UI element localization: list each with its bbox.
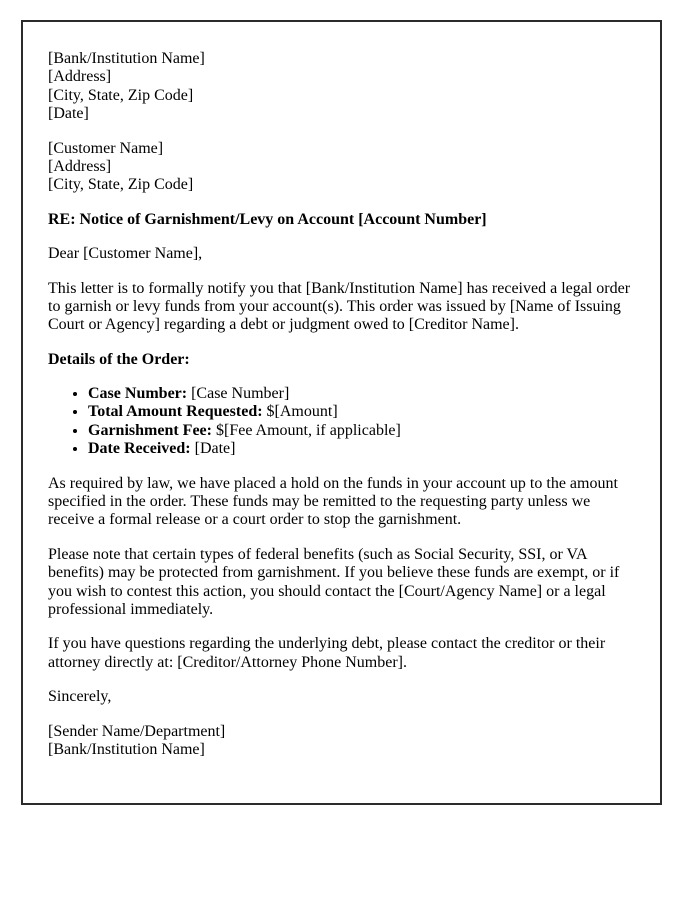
detail-label: Date Received: — [88, 440, 191, 458]
closing: Sincerely, — [48, 688, 112, 706]
sender-address-line: [Address] — [48, 68, 112, 86]
exemption-paragraph: Please note that certain types of federal benefits (such as Social Security, SSI, or VA benefits) may be protected from garnishment. If you believe these funds are exempt, or if you wish to contest this action, you should contact the [Court/Agency Name] or a legal professional immediately. — [48, 545, 620, 618]
detail-label: Case Number: — [88, 385, 188, 403]
detail-value: $[Fee Amount, if applicable] — [215, 421, 401, 439]
detail-item-garnishment-fee — [88, 422, 633, 440]
sender-city-line: [City, State, Zip Code] — [48, 86, 194, 104]
detail-item-case-number — [88, 385, 633, 403]
sender-name-line: [Bank/Institution Name] — [48, 50, 205, 67]
detail-item-date-received — [88, 440, 633, 458]
hold-paragraph: As required by law, we have placed a hold on the funds in your account up to the amount specified in the order. These funds may be remitted to the requesting party unless we receive a formal release or a court order to stop the garnishment. — [48, 474, 618, 529]
questions-paragraph: If you have questions regarding the underlying debt, please contact the creditor or their attorney directly at: [Creditor/Attorney Phone Number]. — [48, 635, 606, 671]
recipient-address-line: [Address] — [48, 157, 112, 175]
intro-paragraph: This letter is to formally notify you that [Bank/Institution Name] has received a legal order to garnish or levy funds from your account(s). This order was issued by [Name of Issuing Court or Agency] regarding a debt or judgment owed to [Creditor Name]. — [48, 279, 631, 334]
letter-document — [21, 20, 662, 805]
letter-date-line: [Date] — [48, 105, 89, 123]
signature-block — [48, 723, 633, 760]
detail-value: [Case Number] — [191, 385, 290, 403]
detail-item-total-amount — [88, 403, 633, 421]
detail-label: Garnishment Fee: — [88, 421, 212, 439]
recipient-name-line: [Customer Name] — [48, 139, 164, 157]
signature-sender-line: [Sender Name/Department] — [48, 722, 226, 740]
recipient-city-line: [City, State, Zip Code] — [48, 176, 194, 194]
subject-line: RE: Notice of Garnishment/Levy on Account [Account Number] — [48, 210, 487, 228]
sender-address-block — [48, 50, 633, 124]
signature-institution-line: [Bank/Institution Name] — [48, 740, 205, 758]
detail-value: [Date] — [194, 440, 236, 458]
detail-value: $[Amount] — [266, 403, 338, 421]
salutation: Dear [Customer Name], — [48, 245, 203, 263]
details-heading: Details of the Order: — [48, 350, 190, 368]
order-details-list — [48, 385, 633, 459]
recipient-address-block — [48, 140, 633, 195]
detail-label: Total Amount Requested: — [88, 403, 263, 421]
